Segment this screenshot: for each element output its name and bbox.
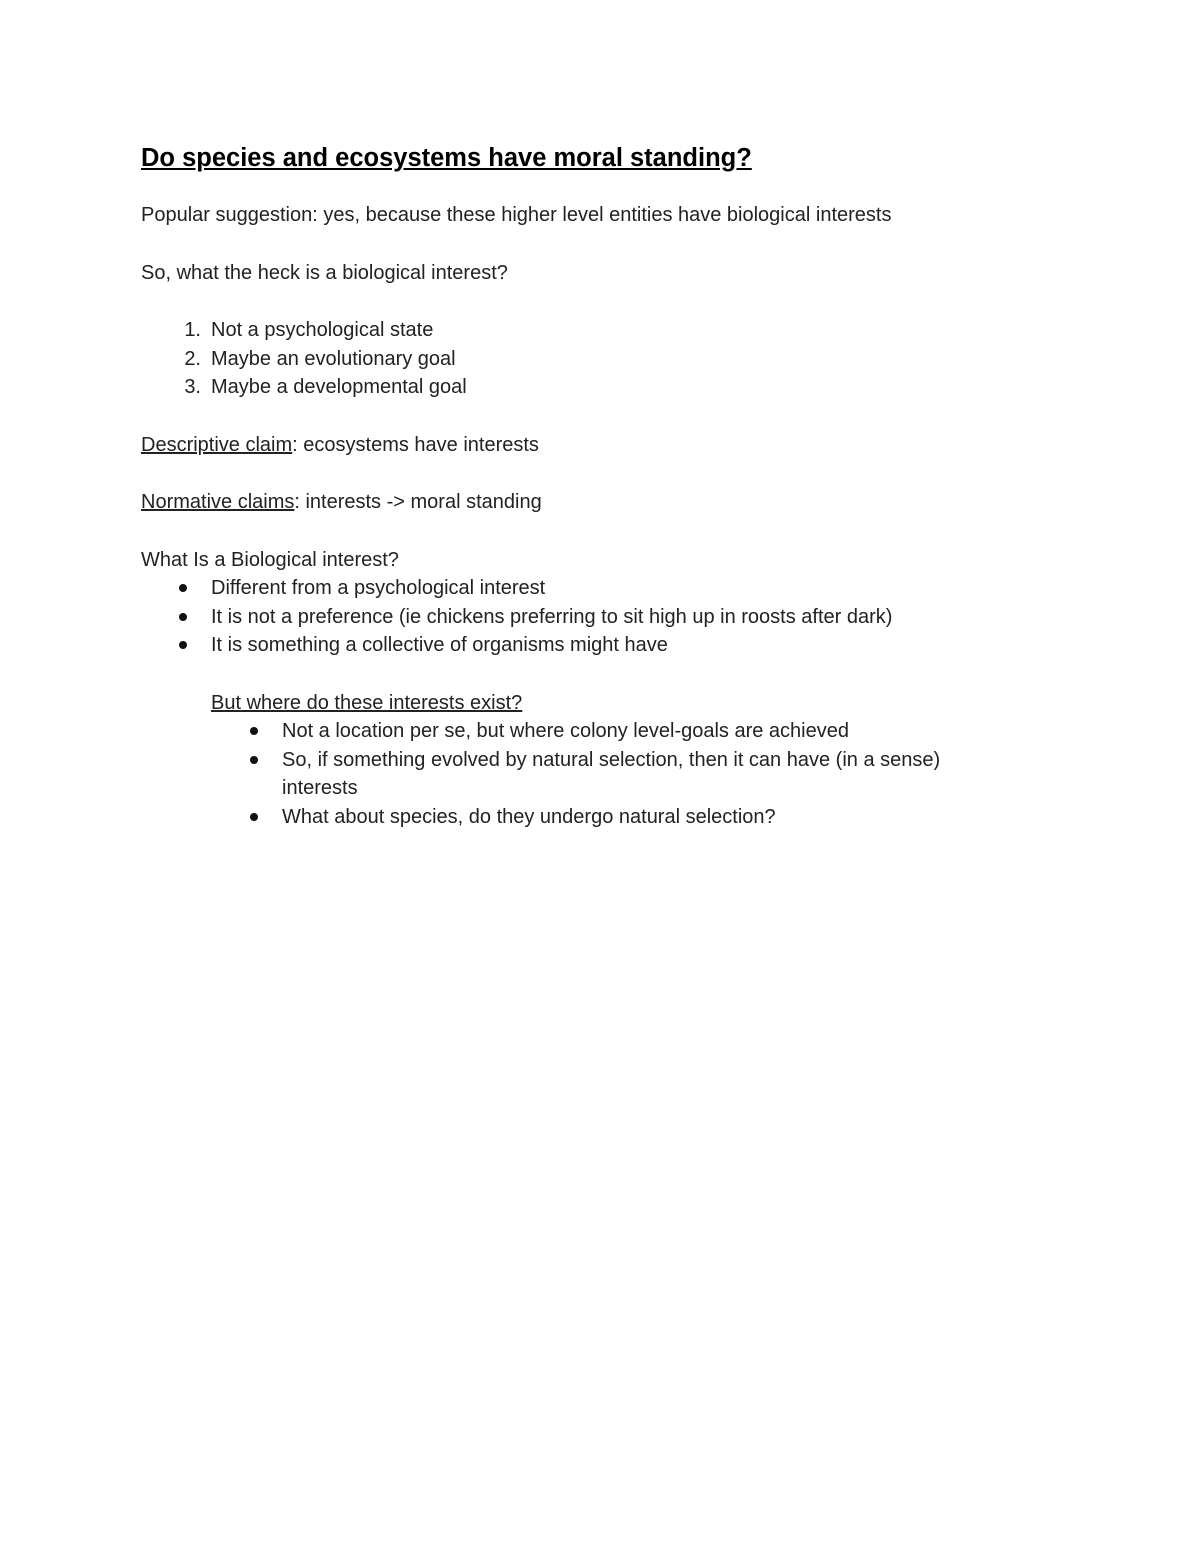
bullet-list bbox=[141, 574, 1041, 660]
numbered-list bbox=[141, 316, 1041, 402]
list-item-text: Not a location per se, but where colony level-goals are achieved bbox=[282, 720, 849, 742]
list-item-text: Not a psychological state bbox=[211, 319, 434, 341]
list-item bbox=[211, 746, 1002, 803]
where-subsection bbox=[141, 689, 1041, 832]
list-item bbox=[141, 574, 1041, 603]
bullet-icon bbox=[179, 613, 187, 621]
list-item-text: Different from a psychological interest bbox=[211, 577, 546, 599]
list-item-text: So, if something evolved by natural selection, then it can have (in a sense) interests bbox=[282, 748, 941, 799]
list-item bbox=[141, 373, 1041, 402]
bullet-icon bbox=[250, 727, 258, 735]
bullet-icon bbox=[179, 641, 187, 649]
list-item bbox=[141, 345, 1041, 374]
document-body bbox=[141, 140, 1041, 831]
normative-claims-text: : interests -> moral standing bbox=[294, 491, 542, 513]
normative-claims-label: Normative claims bbox=[141, 491, 295, 513]
descriptive-claim bbox=[141, 431, 1041, 460]
list-number: 2. bbox=[184, 347, 201, 370]
list-item-text: It is not a preference (ie chickens preferring to sit high up in roosts after dark) bbox=[211, 605, 893, 628]
list-item bbox=[211, 717, 1041, 746]
list-number: 3. bbox=[184, 376, 201, 398]
bullet-icon bbox=[250, 813, 258, 821]
normative-claims bbox=[141, 488, 1041, 517]
biological-interest-question: So, what the heck is a biological interest? bbox=[141, 261, 508, 284]
list-item bbox=[141, 316, 1041, 345]
list-item-text: What about species, do they undergo natural selection? bbox=[282, 805, 776, 828]
list-item bbox=[141, 631, 1041, 660]
list-item-text: Maybe an evolutionary goal bbox=[211, 347, 456, 370]
descriptive-claim-label: Descriptive claim bbox=[141, 433, 293, 456]
where-heading: But where do these interests exist? bbox=[211, 691, 523, 714]
what-is-heading: What Is a Biological interest? bbox=[141, 548, 399, 571]
bullet-icon bbox=[179, 584, 187, 592]
bullet-icon bbox=[250, 756, 258, 764]
descriptive-claim-text: : ecosystems have interests bbox=[292, 433, 539, 456]
document-title: Do species and ecosystems have moral standing? bbox=[141, 144, 752, 172]
list-item bbox=[141, 603, 1041, 632]
sub-bullet-list bbox=[211, 717, 1041, 831]
list-number: 1. bbox=[184, 319, 201, 341]
list-item-text: Maybe a developmental goal bbox=[211, 376, 467, 398]
list-item bbox=[211, 803, 1041, 832]
popular-suggestion: Popular suggestion: yes, because these higher level entities have biological interests bbox=[141, 204, 892, 226]
list-item-text: It is something a collective of organisms might have bbox=[211, 634, 668, 656]
